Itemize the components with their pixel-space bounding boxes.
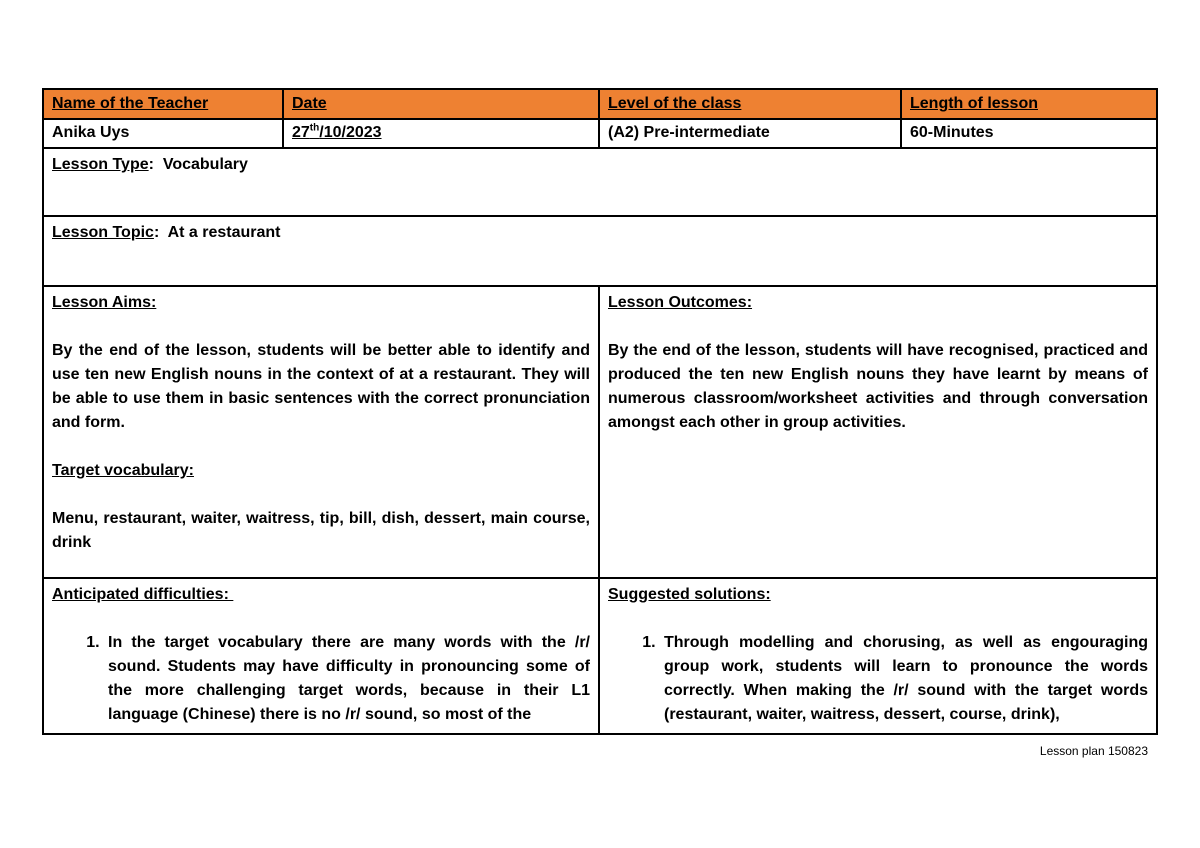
lesson-aims-text: By the end of the lesson, students will be better able to identify and use ten new English nouns in the context of at a restaurant. They will be able to use them in basic sentences with the correct pronunciation and form.: [52, 342, 590, 431]
aims-row: [43, 286, 1157, 578]
header-length: Length of lesson: [901, 89, 1157, 119]
teacher-name: Anika Uys: [43, 119, 283, 148]
difficulties-label: Anticipated difficulties:: [52, 586, 234, 603]
lesson-outcomes-cell: [599, 286, 1157, 578]
lesson-date: 27th/10/2023: [283, 119, 599, 148]
difficulties-cell: [43, 578, 599, 734]
difficulties-row: [43, 578, 1157, 734]
header-date: Date: [283, 89, 599, 119]
page-footer: Lesson plan 150823: [1039, 744, 1148, 758]
solutions-list: [608, 631, 1148, 727]
target-vocabulary-label: Target vocabulary:: [52, 462, 194, 479]
lesson-aims-cell: [43, 286, 599, 578]
info-row: [43, 119, 1157, 148]
lesson-type-value: Vocabulary: [162, 156, 248, 173]
lesson-type-row: [43, 148, 1157, 216]
lesson-type-cell: Lesson Type: Vocabulary: [43, 148, 1157, 216]
lesson-plan-table: [42, 88, 1158, 735]
header-teacher: Name of the Teacher: [43, 89, 283, 119]
difficulties-list: [52, 631, 590, 727]
lesson-outcomes-text: By the end of the lesson, students will have recognised, practiced and produced the ten new English nouns they have learnt by means of numerous classroom/worksheet activities and through conversation amongst each other in group activities.: [608, 342, 1148, 431]
solutions-cell: [599, 578, 1157, 734]
lesson-topic-label: Lesson Topic: [52, 224, 154, 241]
target-vocabulary-list: Menu, restaurant, waiter, waitress, tip, bill, dish, dessert, main course, drink: [52, 510, 590, 551]
class-level: (A2) Pre-intermediate: [599, 119, 901, 148]
difficulty-item: 1. In the target vocabulary there are many words with the /r/ sound. Students may have difficulty in pronouncing some of the more challenging target words, because in their L1 language (Chinese) there is no /r/ sound, so most of the: [104, 631, 590, 727]
header-row: [43, 89, 1157, 119]
solutions-label: Suggested solutions:: [608, 586, 771, 603]
lesson-topic-row: [43, 216, 1157, 286]
lesson-topic-value: At a restaurant: [167, 224, 281, 241]
lesson-aims-label: Lesson Aims:: [52, 294, 157, 311]
lesson-length: 60-Minutes: [901, 119, 1157, 148]
header-level: Level of the class: [599, 89, 901, 119]
lesson-topic-cell: Lesson Topic: At a restaurant: [43, 216, 1157, 286]
lesson-type-label: Lesson Type: [52, 156, 149, 173]
lesson-outcomes-label: Lesson Outcomes:: [608, 294, 753, 311]
solution-item: 1. Through modelling and chorusing, as well as engouraging group work, students will learn to pronounce the words correctly. When making the /r/ sound with the target words (restaurant, waiter, waitress, dessert, course, drink),: [660, 631, 1148, 727]
